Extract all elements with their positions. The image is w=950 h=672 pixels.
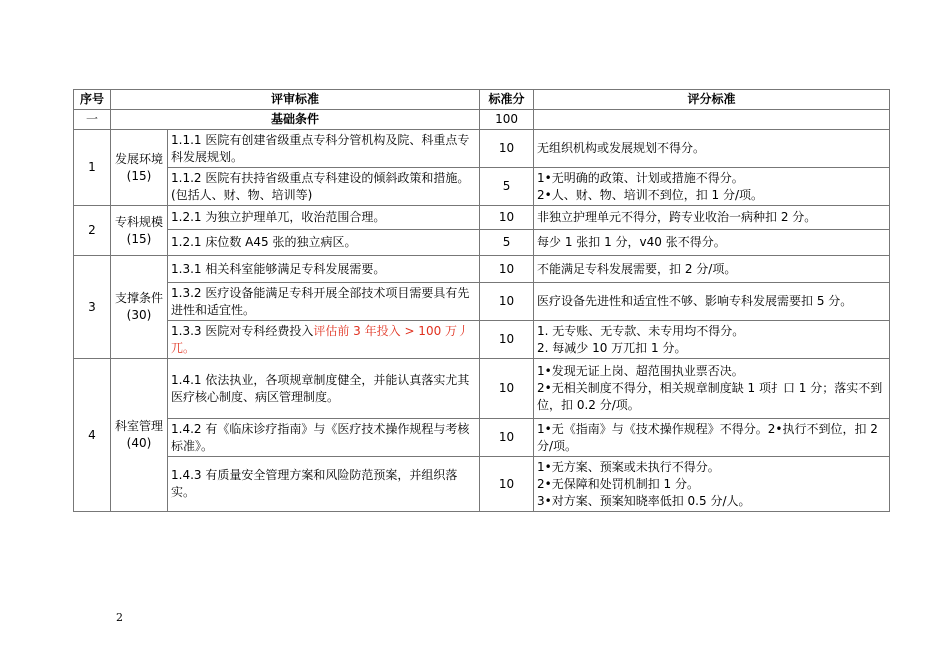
item-score: 10 xyxy=(480,130,534,168)
item-text-highlight: 评估前 3 年投入 > 100 万丿兀。 xyxy=(171,323,470,355)
rule-line: 2•无相关制度不得分，相关规章制度缺 1 项扌口 1 分；落实不到位，扣 0.2 分/项。 xyxy=(537,381,883,412)
item-score: 10 xyxy=(480,206,534,230)
group-name: 发展环境 xyxy=(114,151,163,166)
item-rule xyxy=(534,457,890,512)
group-points: (30) xyxy=(126,308,152,322)
table-row xyxy=(74,457,890,512)
rule-line: 1. 无专账、无专款、未专用均不得分。 xyxy=(537,323,745,338)
item-score: 10 xyxy=(480,359,534,419)
rule-line: 1•无方案、预案或未执行不得分。 xyxy=(537,459,720,474)
rule-line: 2. 每减少 10 万兀扣 1 分。 xyxy=(537,340,687,355)
item-rule xyxy=(534,321,890,359)
rule-line: 2•人、财、物、培训不到位，扣 1 分/项。 xyxy=(537,187,764,202)
item-score: 10 xyxy=(480,283,534,321)
section-row xyxy=(74,110,890,130)
item-score: 10 xyxy=(480,321,534,359)
item-text xyxy=(168,321,480,359)
table-row xyxy=(74,419,890,457)
item-rule xyxy=(534,256,890,283)
item-score: 5 xyxy=(480,168,534,206)
group-category xyxy=(111,206,168,256)
header-score: 标准分 xyxy=(480,90,534,110)
header-standard: 评审标准 xyxy=(111,90,480,110)
rule-line: 医疗设备先进性和适宜性不够、影响专科发展需要扣 5 分。 xyxy=(537,294,853,308)
header-rule: 评分标准 xyxy=(534,90,890,110)
item-text: 1.1.2 医院有扶持省级重点专科建设的倾斜政策和措施。(包括人、财、物、培训等) xyxy=(168,168,480,206)
item-rule xyxy=(534,230,890,256)
group-points: (15) xyxy=(126,168,152,183)
item-score: 5 xyxy=(480,230,534,256)
item-rule xyxy=(534,419,890,457)
item-score: 10 xyxy=(480,419,534,457)
group-name: 支撑条件 xyxy=(114,291,163,305)
section-no: 一 xyxy=(74,110,111,130)
item-score: 10 xyxy=(480,256,534,283)
table-row xyxy=(74,256,890,283)
item-text: 1.1.1 医院有创建省级重点专科分管机构及院、科重点专科发展规划。 xyxy=(168,130,480,168)
group-points: (15) xyxy=(126,231,152,246)
group-category xyxy=(111,359,168,512)
item-rule xyxy=(534,168,890,206)
rule-line: 1•发现无证上岗、超范围执业票否决。 xyxy=(537,364,744,378)
rule-line: 无组织机构或发展规划不得分。 xyxy=(537,141,706,155)
group-points: (40) xyxy=(126,436,152,450)
group-no: 3 xyxy=(74,256,111,359)
page-number: 2 xyxy=(116,611,123,624)
header-row xyxy=(74,90,890,110)
item-score: 10 xyxy=(480,457,534,512)
group-name: 专科规模 xyxy=(114,214,163,229)
item-rule xyxy=(534,359,890,419)
table-row xyxy=(74,230,890,256)
item-text: 1.4.3 有质量安全管理方案和风险防范预案，并组织落实。 xyxy=(168,457,480,512)
item-text: 1.2.1 床位数 A45 张的独立病区。 xyxy=(168,230,480,256)
group-no: 4 xyxy=(74,359,111,512)
item-rule xyxy=(534,283,890,321)
item-text: 1.3.2 医疗设备能满足专科开展全部技术项目需要具有先进性和适宜性。 xyxy=(168,283,480,321)
table-row xyxy=(74,283,890,321)
criteria-table xyxy=(73,89,890,512)
table-row xyxy=(74,359,890,419)
group-category xyxy=(111,130,168,206)
item-text: 1.2.1 为独立护理单兀，收治范围合理。 xyxy=(168,206,480,230)
rule-line: 每少 1 张扣 1 分，v40 张不得分。 xyxy=(537,235,726,249)
rule-line: 3•对方案、预案知晓率低扣 0.5 分/人。 xyxy=(537,493,751,508)
item-text: 1.3.1 相关科室能够满足专科发展需要。 xyxy=(168,256,480,283)
rule-line: 1•无明确的政策、计划或措施不得分。 xyxy=(537,170,744,185)
group-no: 2 xyxy=(74,206,111,256)
item-rule xyxy=(534,130,890,168)
table-row xyxy=(74,168,890,206)
item-text: 1.4.2 有《临床诊疗指南》与《医疗技术操作规程与考核标准》。 xyxy=(168,419,480,457)
item-text-part: 1.3.3 医院对专科经费投入 xyxy=(171,323,314,338)
item-rule xyxy=(534,206,890,230)
table-row xyxy=(74,321,890,359)
rule-line: 非独立护理单元不得分，跨专业收治一病种扣 2 分。 xyxy=(537,210,817,224)
header-no: 序号 xyxy=(74,90,111,110)
group-name: 科室管理 xyxy=(114,419,163,433)
item-text: 1.4.1 依法执业，各项规章制度健全，并能认真落实尤其医疗核心制度、病区管理制度。 xyxy=(168,359,480,419)
section-rule-empty xyxy=(534,110,890,130)
section-title: 基础条件 xyxy=(111,110,480,130)
rule-line: 2•无保障和处罚机制扣 1 分。 xyxy=(537,476,699,491)
group-no: 1 xyxy=(74,130,111,206)
table-row xyxy=(74,130,890,168)
table-row xyxy=(74,206,890,230)
group-category xyxy=(111,256,168,359)
section-score: 100 xyxy=(480,110,534,130)
rule-line: 不能满足专科发展需要，扣 2 分/项。 xyxy=(537,261,737,276)
rule-line: 1•无《指南》与《技术操作规程》不得分。2•执行不到位，扣 2 分/项。 xyxy=(537,421,878,453)
